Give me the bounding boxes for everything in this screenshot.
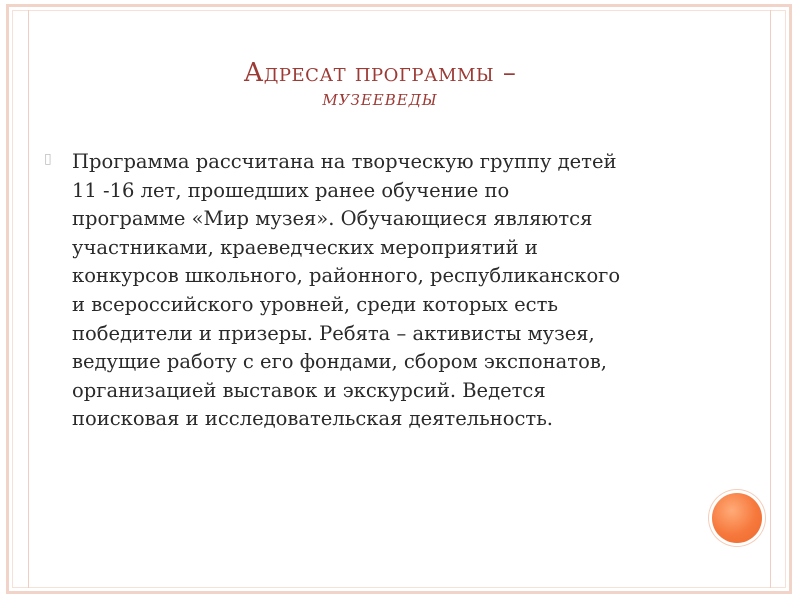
body-line: 11 -16 лет, прошедших ранее обучение по <box>72 178 510 202</box>
slide-title-line1: Адресат программы – <box>243 58 517 88</box>
body-line: поисковая и исследовательская деятельность. <box>72 407 554 431</box>
body-line: участниками, краеведческих мероприятий и <box>72 235 538 259</box>
body-line: конкурсов школьного, районного, республиканского <box>72 264 621 288</box>
body-line: и всероссийского уровней, среди которых есть <box>72 292 558 316</box>
body-line: программе «Мир музея». Обучающиеся являются <box>72 207 593 231</box>
body-line: организацией выставок и экскурсий. Ведется <box>72 378 546 402</box>
frame-rule-right <box>770 10 771 588</box>
slide-title <box>60 56 700 110</box>
body-line: Программа рассчитана на творческую группу детей <box>72 150 617 173</box>
body-paragraph <box>72 148 704 434</box>
body-line: ведущие работу с его фондами, сбором экспонатов, <box>72 350 608 374</box>
body-line: победители и призеры. Ребята – активисты музея, <box>72 321 595 345</box>
slide-title-line2: МУЗЕЕВЕДЫ <box>322 91 438 109</box>
square-bullet-icon: ▯ <box>44 151 52 167</box>
orange-circle-decoration <box>712 493 762 543</box>
frame-rule-left <box>28 10 29 588</box>
